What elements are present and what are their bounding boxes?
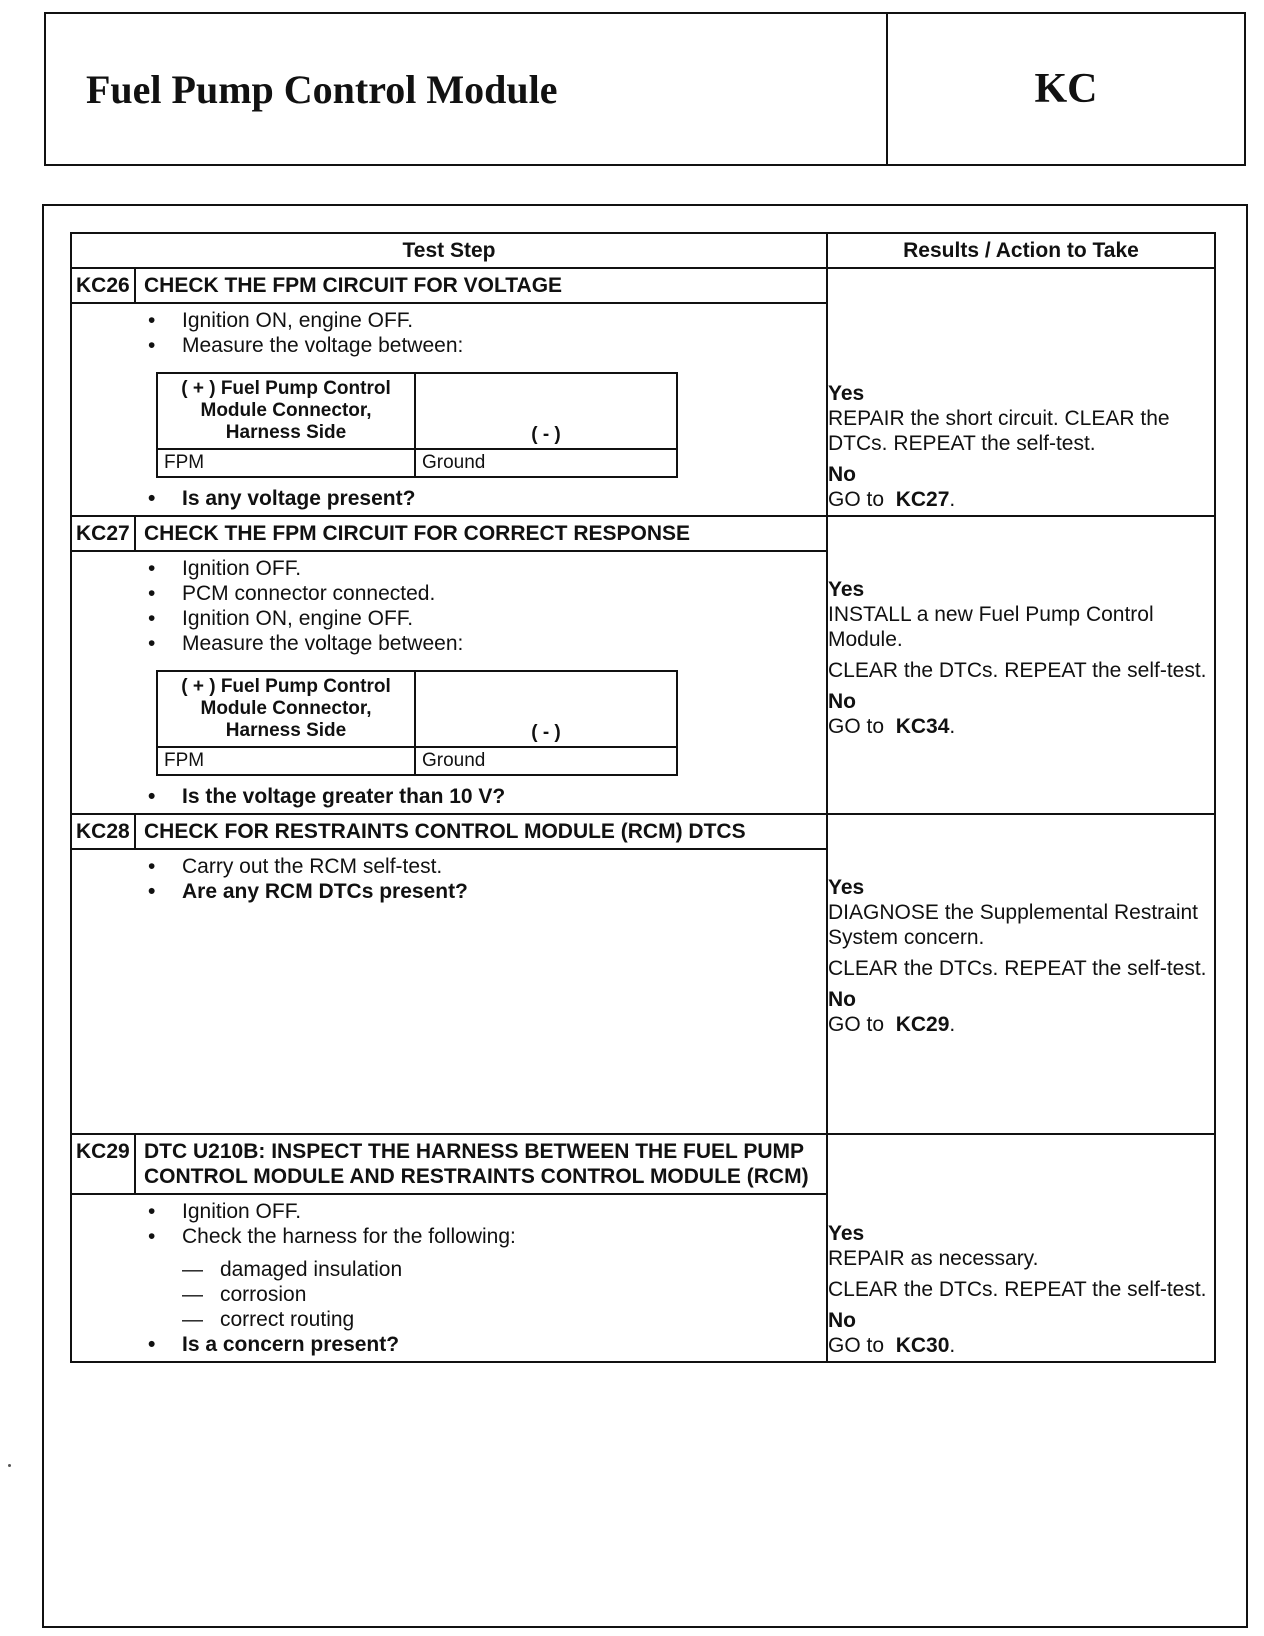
instruction-item: • PCM connector connected. [148, 581, 826, 606]
inspection-item: — damaged insulation [182, 1257, 826, 1282]
pinpoint-test-table [70, 232, 1216, 1363]
yes-followup: CLEAR the DTCs. REPEAT the self-test. [828, 957, 1207, 980]
instruction-item: • Ignition OFF. [148, 556, 826, 581]
goto-suffix: . [949, 1013, 956, 1036]
step-body [72, 1195, 826, 1361]
inspection-list [148, 1257, 826, 1332]
step-cell [71, 516, 827, 814]
instruction-item: • Ignition OFF. [148, 1199, 826, 1224]
goto-prefix: GO to [828, 1334, 885, 1357]
yes-action: DIAGNOSE the Supplemental Restraint System concern. [828, 901, 1199, 949]
measurement-header-positive: ( + ) Fuel Pump Control Module Connector, Harness Side [157, 671, 415, 747]
instruction-item: • Check the harness for the following: [148, 1224, 826, 1249]
goto-prefix: GO to [828, 1013, 885, 1036]
yes-label: Yes [828, 876, 865, 899]
goto-target: KC30 [895, 1334, 950, 1357]
page-title: Fuel Pump Control Module [46, 14, 888, 164]
no-action [828, 1333, 1214, 1358]
step-instructions [148, 308, 826, 358]
goto-prefix: GO to [828, 488, 885, 511]
step-title: CHECK FOR RESTRAINTS CONTROL MODULE (RCM) DTCS [144, 820, 746, 843]
yes-followup: CLEAR the DTCs. REPEAT the self-test. [828, 1278, 1207, 1301]
step-heading [72, 1135, 826, 1195]
measurement-positive: FPM [157, 747, 415, 775]
yes-followup: CLEAR the DTCs. REPEAT the self-test. [828, 659, 1207, 682]
measurement-positive: FPM [157, 449, 415, 477]
step-title: DTC U210B: INSPECT THE HARNESS BETWEEN THE FUEL PUMP CONTROL MODULE AND RESTRAINTS CONTROL MODULE (RCM) [144, 1140, 809, 1188]
goto-suffix: . [949, 1334, 956, 1357]
scan-speck [8, 1464, 11, 1467]
no-label: No [828, 1309, 856, 1332]
column-header-results: Results / Action to Take [827, 233, 1215, 268]
step-title: CHECK THE FPM CIRCUIT FOR CORRECT RESPONSE [144, 522, 691, 545]
yes-action: REPAIR as necessary. [828, 1247, 1039, 1270]
goto-suffix: . [949, 715, 956, 738]
step-question [148, 486, 826, 511]
step-heading [72, 517, 826, 552]
step-question [148, 784, 826, 809]
measurement-header-negative: ( - ) [415, 671, 677, 747]
no-action [828, 487, 1214, 512]
step-body [72, 850, 826, 908]
measurement-negative: Ground [415, 449, 677, 477]
question-item: • Are any RCM DTCs present? [148, 879, 826, 904]
yes-label: Yes [828, 578, 865, 601]
goto-target: KC27 [895, 488, 950, 511]
yes-action: INSTALL a new Fuel Pump Control Module. [828, 603, 1154, 651]
step-cell [71, 814, 827, 1134]
step-instructions [148, 556, 826, 656]
test-step-kc29 [71, 1134, 1215, 1362]
test-step-kc26 [71, 268, 1215, 516]
page-header [44, 12, 1246, 166]
measurement-header-positive: ( + ) Fuel Pump Control Module Connector, Harness Side [157, 373, 415, 449]
step-instructions [148, 854, 826, 904]
measurement-negative: Ground [415, 747, 677, 775]
no-label: No [828, 690, 856, 713]
result-cell [827, 814, 1215, 1134]
yes-action: REPAIR the short circuit. CLEAR the DTCs. REPEAT the self-test. [828, 407, 1170, 455]
no-action [828, 714, 1214, 739]
measurement-table [156, 372, 678, 478]
column-header-test-step: Test Step [71, 233, 827, 268]
no-label: No [828, 988, 856, 1011]
instruction-item: • Ignition ON, engine OFF. [148, 308, 826, 333]
goto-target: KC34 [895, 715, 950, 738]
step-title: CHECK THE FPM CIRCUIT FOR VOLTAGE [144, 274, 563, 297]
step-body [72, 304, 826, 515]
step-question [148, 1332, 826, 1357]
question-item: • Is the voltage greater than 10 V? [148, 784, 826, 809]
step-heading [72, 269, 826, 304]
step-body [72, 552, 826, 813]
instruction-item: • Carry out the RCM self-test. [148, 854, 826, 879]
step-cell [71, 1134, 827, 1362]
inspection-item: — corrosion [182, 1282, 826, 1307]
goto-prefix: GO to [828, 715, 885, 738]
instruction-item: • Measure the voltage between: [148, 333, 826, 358]
result-cell [827, 268, 1215, 516]
step-code: KC28 [72, 815, 136, 848]
instruction-item: • Measure the voltage between: [148, 631, 826, 656]
no-action [828, 1012, 1214, 1037]
step-code: KC29 [72, 1135, 136, 1193]
inspection-item: — correct routing [182, 1307, 826, 1332]
question-item: • Is a concern present? [148, 1332, 826, 1357]
result-cell [827, 1134, 1215, 1362]
table-header-row [71, 233, 1215, 268]
step-instructions [148, 1199, 826, 1249]
step-code: KC27 [72, 517, 136, 550]
question-item: • Is any voltage present? [148, 486, 826, 511]
measurement-table [156, 670, 678, 776]
test-step-kc28 [71, 814, 1215, 1134]
step-cell [71, 268, 827, 516]
test-step-kc27 [71, 516, 1215, 814]
section-code: KC [1034, 66, 1098, 112]
goto-target: KC29 [895, 1013, 950, 1036]
step-heading [72, 815, 826, 850]
yes-label: Yes [828, 1222, 865, 1245]
result-cell [827, 516, 1215, 814]
goto-suffix: . [949, 488, 956, 511]
instruction-item: • Ignition ON, engine OFF. [148, 606, 826, 631]
no-label: No [828, 463, 856, 486]
yes-label: Yes [828, 382, 865, 405]
step-code: KC26 [72, 269, 136, 302]
measurement-header-negative: ( - ) [415, 373, 677, 449]
